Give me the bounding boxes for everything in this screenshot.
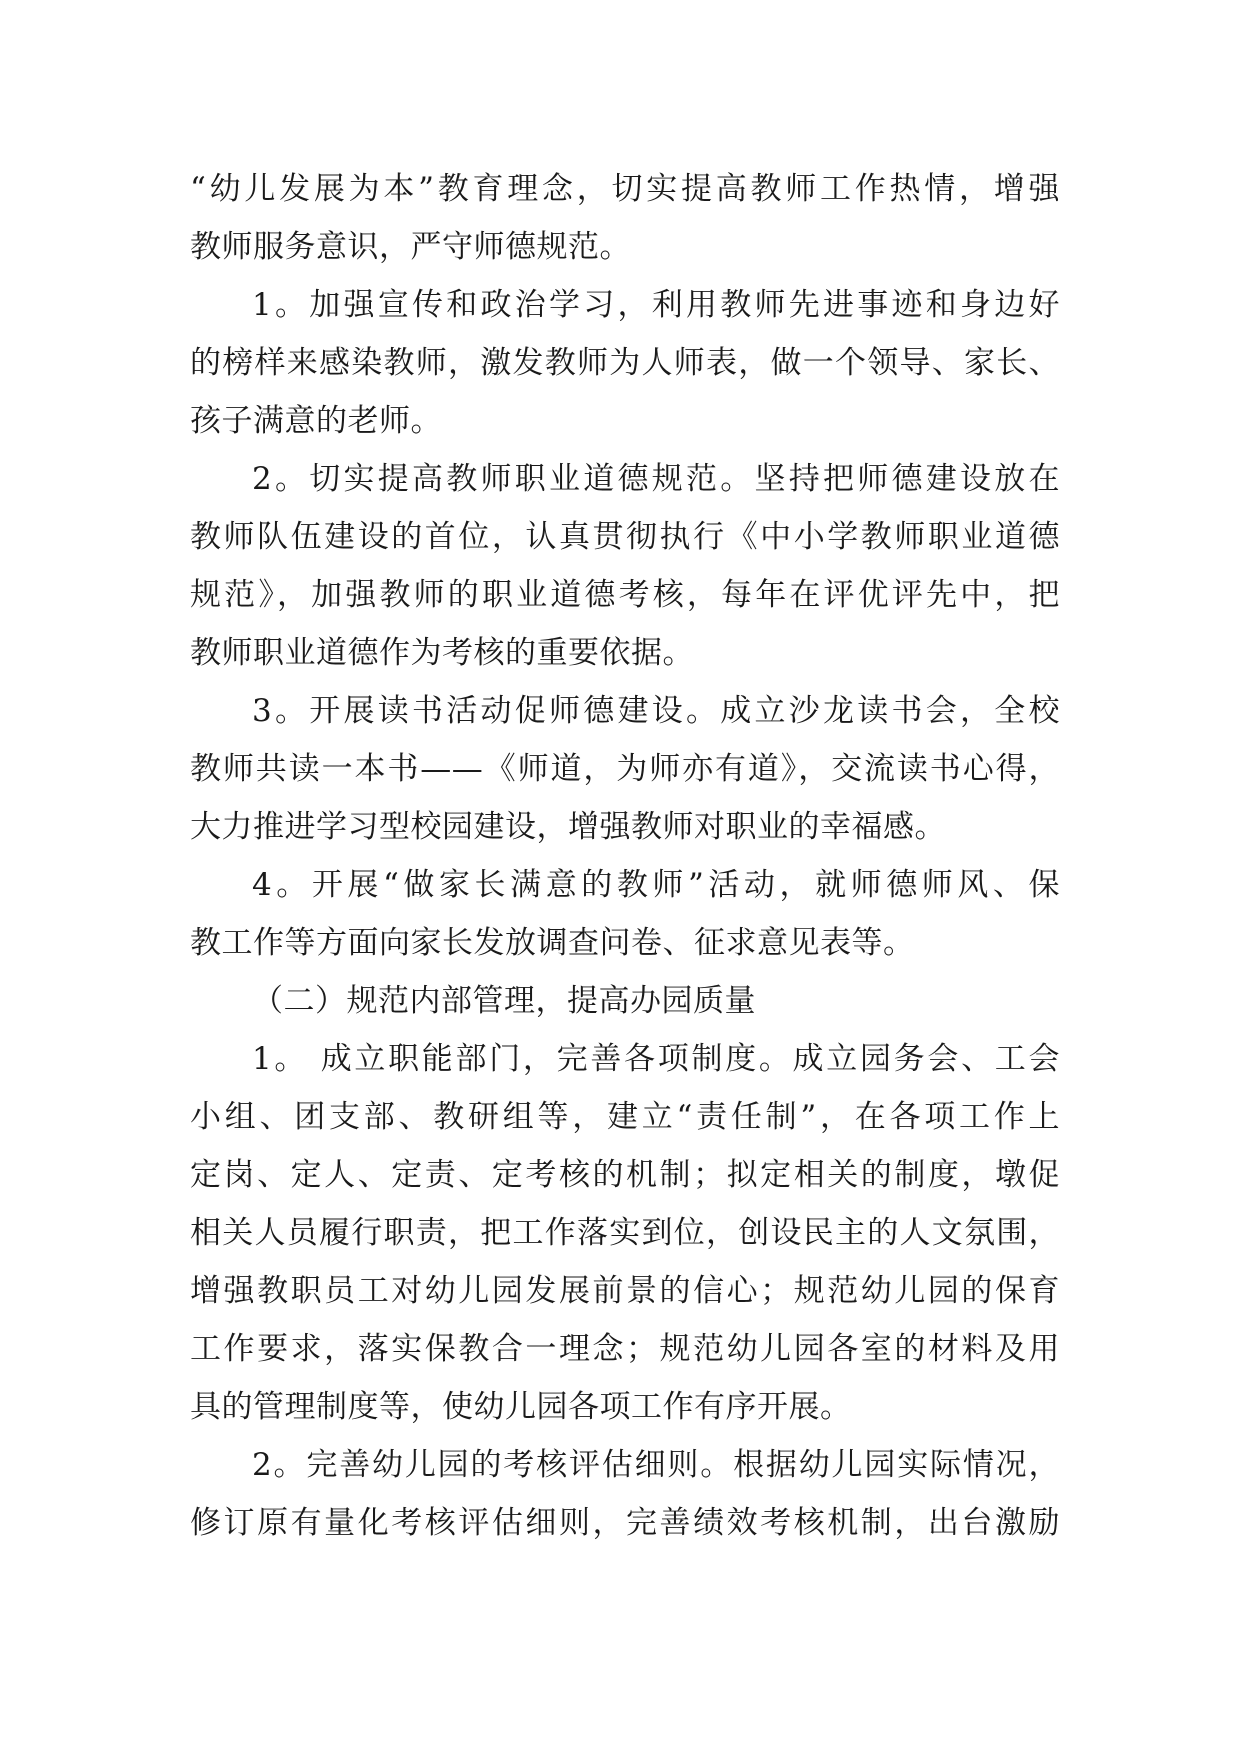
text-line: 增强教职员工对幼儿园发展前景的信心；规范幼儿园的保育: [190, 1273, 1060, 1309]
text-line: 教工作等方面向家长发放调查问卷、征求意见表等。: [190, 925, 915, 961]
text-line: 教师职业道德作为考核的重要依据。: [190, 635, 694, 671]
text-line: 4。开展“做家长满意的教师”活动，就师德师风、保: [252, 867, 1060, 903]
text-line: 教师共读一本书——《师道，为师亦有道》，交流读书心得，: [190, 751, 1060, 787]
text-line: 1。加强宣传和政治学习，利用教师先进事迹和身边好: [252, 287, 1060, 323]
text-line: 教师服务意识，严守师德规范。: [190, 229, 631, 265]
text-line: 相关人员履行职责，把工作落实到位，创设民主的人文氛围，: [190, 1215, 1060, 1251]
text-line: 教师队伍建设的首位，认真贯彻执行《中小学教师职业道德: [190, 519, 1060, 555]
section-heading: （二）规范内部管理，提高办园质量: [252, 983, 756, 1019]
text-line: 具的管理制度等，使幼儿园各项工作有序开展。: [190, 1389, 852, 1425]
document-body: [190, 160, 1060, 1552]
text-line: 大力推进学习型校园建设，增强教师对职业的幸福感。: [190, 809, 946, 845]
text-line: 2。完善幼儿园的考核评估细则。根据幼儿园实际情况，: [252, 1447, 1060, 1483]
text-line: 3。开展读书活动促师德建设。成立沙龙读书会，全校: [252, 693, 1060, 729]
text-line: 2。切实提高教师职业道德规范。坚持把师德建设放在: [252, 461, 1060, 497]
text-line: 孩子满意的老师。: [190, 403, 442, 439]
text-line: “幼儿发展为本”教育理念，切实提高教师工作热情，增强: [190, 171, 1060, 207]
text-line: 工作要求，落实保教合一理念；规范幼儿园各室的材料及用: [190, 1331, 1060, 1367]
text-line: 规范》，加强教师的职业道德考核，每年在评优评先中，把: [190, 577, 1060, 613]
text-line: 的榜样来感染教师，激发教师为人师表，做一个领导、家长、: [190, 345, 1060, 381]
text-line: 小组、团支部、教研组等，建立“责任制”，在各项工作上: [190, 1099, 1060, 1135]
text-line: 1。 成立职能部门，完善各项制度。成立园务会、工会: [252, 1041, 1060, 1077]
text-line: 定岗、定人、定责、定考核的机制；拟定相关的制度，墩促: [190, 1157, 1060, 1193]
text-line: 修订原有量化考核评估细则，完善绩效考核机制，出台激励: [190, 1505, 1060, 1541]
